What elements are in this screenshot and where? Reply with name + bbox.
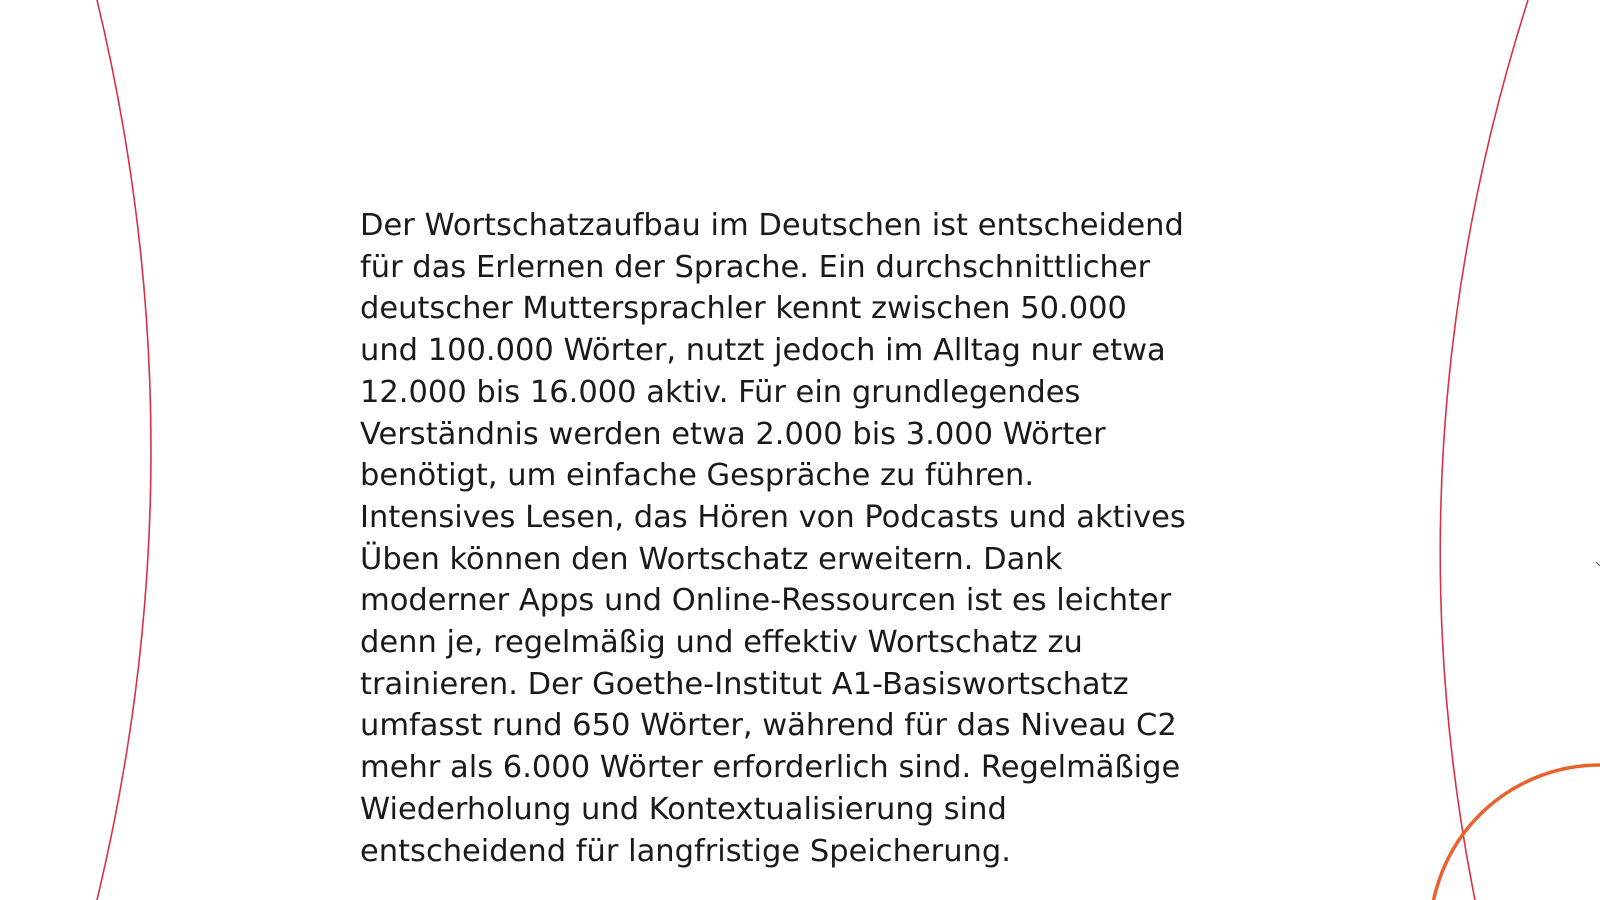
body-text: Der Wortschatzaufbau im Deutschen ist entscheidend für das Erlernen der Sprache. Ein durchschnittlicher deutscher Muttersprachler kennt zwischen 50.000 und 100.000 Wörter, nutzt jedoch im Alltag nur etwa 12.000 bis 16.000 aktiv. Für ein grundlegendes Verständnis werden etwa 2.000 bis 3.000 Wörter benötigt, um einfache Gespräche zu führen. Intensives Lesen, das Hören von Podcasts und aktives Üben können den Wortschatz erweitern. Dank moderner Apps und Online-Ressourcen ist es leichter denn je, regelmäßig und effektiv Wortschatz zu trainieren. Der Goethe-Institut A1-Basiswortschatz umfasst rund 650 Wörter, während für das Niveau C2 mehr als 6.000 Wörter erforderlich sind. Regelmäßige Wiederholung und Kontextualisierung sind entscheidend für langfristige Speicherung. xyxy=(360,208,1186,869)
right-edge-tick xyxy=(1596,562,1600,566)
right-curve xyxy=(1440,0,1528,900)
left-curve xyxy=(97,0,151,900)
